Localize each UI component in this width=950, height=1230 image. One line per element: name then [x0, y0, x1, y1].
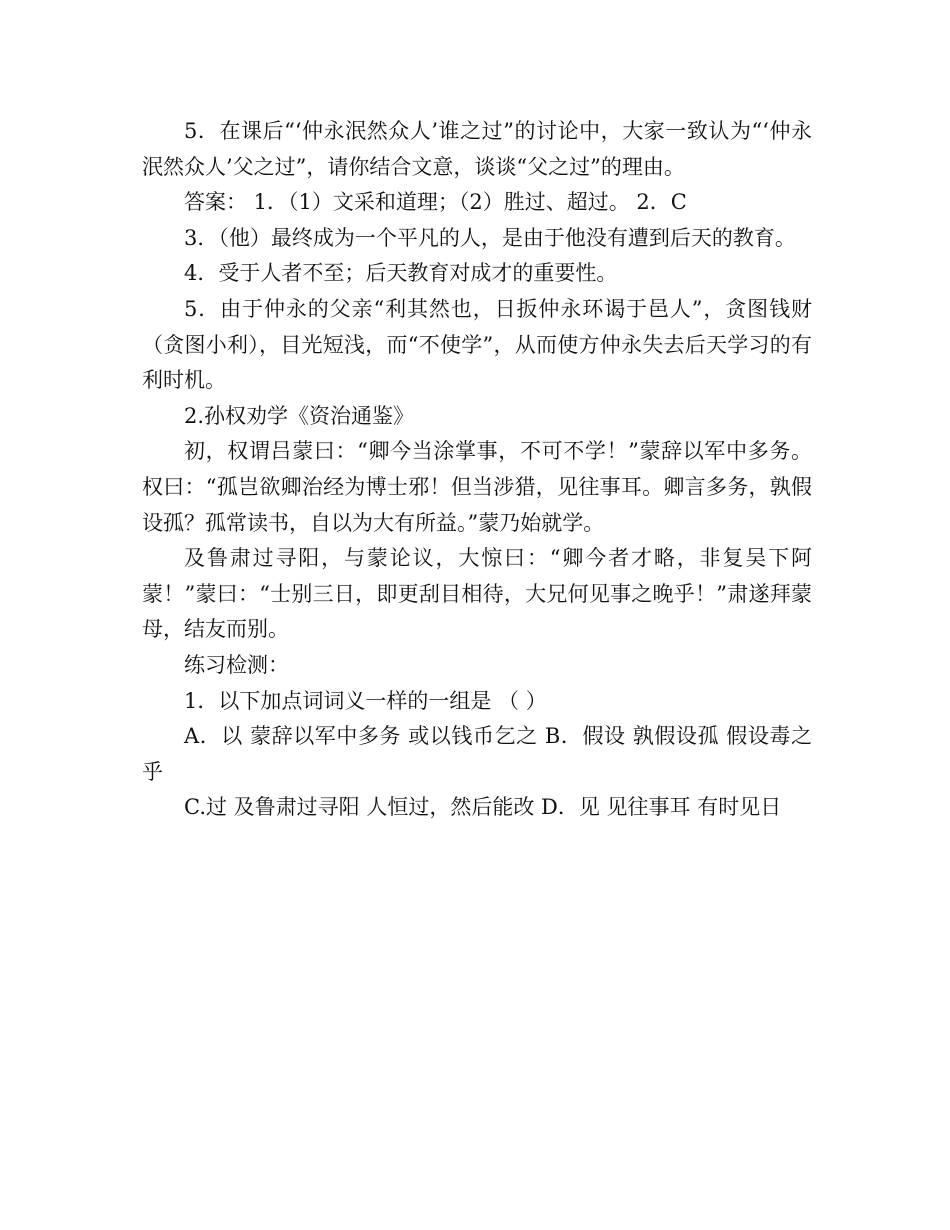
option-a-b: A．以 蒙辞以军中多务 或以钱币乞之 B．假设 孰假设孤 假设毒之乎 — [142, 724, 812, 784]
answer-5-paragraph: 5．由于仲永的父亲“利其然也，日扳仲永环谒于邑人”，贪图钱财（贪图小利），目光短浅，而“不使学”，从而使方仲永失去后天学习的有利时机。 — [142, 296, 812, 393]
answer-4-paragraph: 4．受于人者不至；后天教育对成才的重要性。 — [184, 261, 618, 286]
exercise-heading: 练习检测： — [184, 652, 289, 677]
document-body — [142, 114, 812, 826]
answer-paragraph: 答案： 1．（1）文采和道理；（2）胜过、超过。 2．C — [184, 190, 687, 215]
section-title: 2.孙权劝学《资治通鉴》 — [184, 403, 415, 428]
option-c-d: C.过 及鲁肃过寻阳 人恒过，然后能改 D．见 见往事耳 有时见日 — [184, 795, 782, 820]
passage-paragraph-2: 及鲁肃过寻阳，与蒙论议，大惊曰：“卿今者才略，非复吴下阿蒙！”蒙曰：“士别三日，即更刮目相待，大兄何见事之晚乎！”肃遂拜蒙母，结友而别。 — [142, 546, 812, 642]
passage-paragraph-1: 初，权谓吕蒙曰：“卿今当涂掌事，不可不学！”蒙辞以军中多务。权曰：“孤岂欲卿治经为博士邪！但当涉猎，见往事耳。卿言多务，孰假设孤？孤常读书，自以为大有所益。”蒙乃始就学。 — [142, 439, 812, 535]
exercise-question-1: 1．以下加点词词义一样的一组是 （ ） — [184, 688, 547, 713]
question-5-paragraph: 5．在课后“‘仲永泯然众人’谁之过”的讨论中，大家一致认为“‘仲永泯然众人’父之过”，请你结合文意，谈谈“父之过”的理由。 — [142, 119, 812, 179]
answer-3-paragraph: 3．（他）最终成为一个平凡的人，是由于他没有遭到后天的教育。 — [184, 225, 796, 250]
